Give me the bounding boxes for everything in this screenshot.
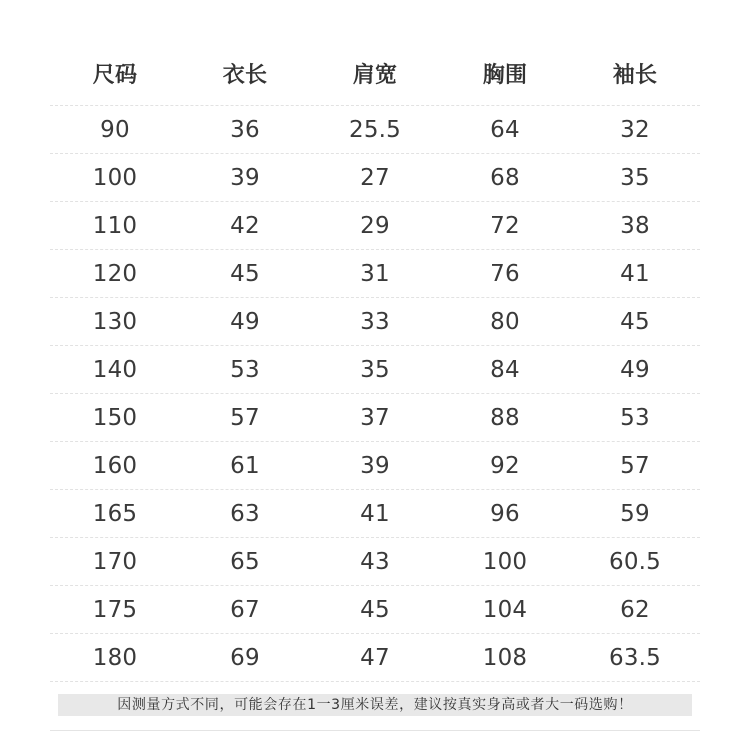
table-row bbox=[50, 250, 700, 298]
cell-size: 140 bbox=[92, 356, 138, 383]
cell-chest: 76 bbox=[490, 260, 520, 287]
cell-shoulder: 47 bbox=[360, 644, 390, 671]
cell-chest: 96 bbox=[490, 500, 520, 527]
cell-length: 49 bbox=[230, 308, 260, 335]
cell-size: 100 bbox=[92, 164, 138, 191]
cell-shoulder: 43 bbox=[360, 548, 390, 575]
cell-size: 110 bbox=[92, 212, 138, 239]
table-row bbox=[50, 442, 700, 490]
cell-sleeve: 35 bbox=[620, 164, 650, 191]
cell-length: 42 bbox=[230, 212, 260, 239]
table-header-row bbox=[50, 40, 700, 106]
cell-size: 170 bbox=[92, 548, 138, 575]
cell-length: 53 bbox=[230, 356, 260, 383]
table-row bbox=[50, 346, 700, 394]
header-length: 衣长 bbox=[222, 63, 268, 88]
cell-length: 65 bbox=[230, 548, 260, 575]
size-chart-table bbox=[50, 40, 700, 682]
cell-length: 61 bbox=[230, 452, 260, 479]
cell-shoulder: 41 bbox=[360, 500, 390, 527]
cell-sleeve: 53 bbox=[620, 404, 650, 431]
cell-shoulder: 35 bbox=[360, 356, 390, 383]
cell-size: 120 bbox=[92, 260, 138, 287]
cell-chest: 64 bbox=[490, 116, 520, 143]
cell-chest: 92 bbox=[490, 452, 520, 479]
cell-chest: 72 bbox=[490, 212, 520, 239]
header-shoulder: 肩宽 bbox=[352, 63, 398, 88]
header-size: 尺码 bbox=[92, 63, 138, 88]
cell-length: 69 bbox=[230, 644, 260, 671]
cell-shoulder: 39 bbox=[360, 452, 390, 479]
cell-sleeve: 62 bbox=[620, 596, 650, 623]
cell-size: 160 bbox=[92, 452, 138, 479]
cell-length: 45 bbox=[230, 260, 260, 287]
cell-shoulder: 27 bbox=[360, 164, 390, 191]
cell-shoulder: 29 bbox=[360, 212, 390, 239]
table-row bbox=[50, 538, 700, 586]
cell-sleeve: 59 bbox=[620, 500, 650, 527]
cell-sleeve: 57 bbox=[620, 452, 650, 479]
cell-chest: 100 bbox=[482, 548, 528, 575]
table-row bbox=[50, 586, 700, 634]
cell-size: 130 bbox=[92, 308, 138, 335]
cell-sleeve: 45 bbox=[620, 308, 650, 335]
cell-size: 90 bbox=[100, 116, 130, 143]
cell-shoulder: 37 bbox=[360, 404, 390, 431]
cell-sleeve: 32 bbox=[620, 116, 650, 143]
table-row bbox=[50, 394, 700, 442]
cell-chest: 108 bbox=[482, 644, 528, 671]
cell-shoulder: 45 bbox=[360, 596, 390, 623]
cell-chest: 84 bbox=[490, 356, 520, 383]
table-row bbox=[50, 202, 700, 250]
cell-length: 57 bbox=[230, 404, 260, 431]
cell-chest: 80 bbox=[490, 308, 520, 335]
table-row bbox=[50, 106, 700, 154]
measurement-note: 因测量方式不同，可能会存在1一3厘米误差，建议按真实身高或者大一码选购！ bbox=[58, 694, 692, 716]
cell-chest: 68 bbox=[490, 164, 520, 191]
cell-chest: 104 bbox=[482, 596, 528, 623]
cell-size: 150 bbox=[92, 404, 138, 431]
table-row bbox=[50, 634, 700, 682]
cell-sleeve: 60.5 bbox=[608, 548, 661, 575]
header-sleeve: 袖长 bbox=[612, 63, 658, 88]
cell-length: 67 bbox=[230, 596, 260, 623]
cell-length: 63 bbox=[230, 500, 260, 527]
cell-shoulder: 33 bbox=[360, 308, 390, 335]
cell-sleeve: 63.5 bbox=[608, 644, 661, 671]
cell-size: 180 bbox=[92, 644, 138, 671]
cell-chest: 88 bbox=[490, 404, 520, 431]
cell-size: 165 bbox=[92, 500, 138, 527]
cell-length: 39 bbox=[230, 164, 260, 191]
cell-sleeve: 49 bbox=[620, 356, 650, 383]
cell-sleeve: 41 bbox=[620, 260, 650, 287]
cell-shoulder: 25.5 bbox=[348, 116, 401, 143]
header-chest: 胸围 bbox=[482, 63, 528, 88]
table-row bbox=[50, 490, 700, 538]
cell-length: 36 bbox=[230, 116, 260, 143]
table-row bbox=[50, 298, 700, 346]
table-row bbox=[50, 154, 700, 202]
cell-size: 175 bbox=[92, 596, 138, 623]
bottom-divider bbox=[50, 730, 700, 731]
cell-sleeve: 38 bbox=[620, 212, 650, 239]
cell-shoulder: 31 bbox=[360, 260, 390, 287]
